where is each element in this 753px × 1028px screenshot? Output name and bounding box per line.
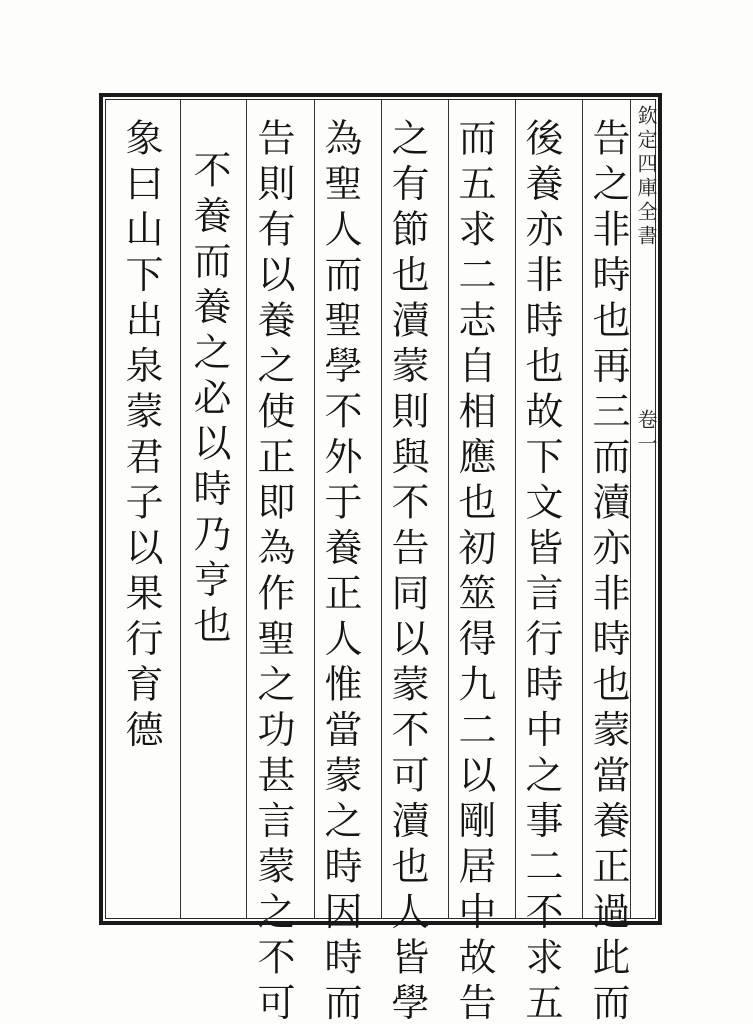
- margin-book-title: 欽定四庫全書: [634, 105, 658, 249]
- column-rule: [246, 99, 247, 919]
- column-rule: [180, 99, 181, 919]
- text-column-1: 告之非時也再三而瀆亦非時也蒙當養正過此而: [586, 118, 630, 1028]
- column-rule: [448, 99, 449, 919]
- margin-strip: [630, 99, 656, 919]
- column-rule: [582, 99, 583, 919]
- text-column-7: 不養而養之必以時乃亨也: [187, 150, 231, 651]
- column-rule: [381, 99, 382, 919]
- text-column-5: 為聖人而聖學不外于養正人惟當蒙之時因時而: [318, 118, 362, 1028]
- margin-volume-label: 卷一: [634, 409, 658, 457]
- column-rule: [314, 99, 315, 919]
- text-column-4: 之有節也瀆蒙則與不告同以蒙不可瀆也人皆學: [385, 118, 429, 1028]
- text-column-2: 後養亦非時也故下文皆言行時中之事二不求五: [519, 118, 563, 1028]
- column-rule: [515, 99, 516, 919]
- text-column-3: 而五求二志自相應也初筮得九二以剛居中故告: [452, 118, 496, 1028]
- text-column-6: 告則有以養之使正即為作聖之功甚言蒙之不可: [251, 118, 295, 1028]
- text-column-8: 象曰山下出泉蒙君子以果行育德: [119, 118, 163, 755]
